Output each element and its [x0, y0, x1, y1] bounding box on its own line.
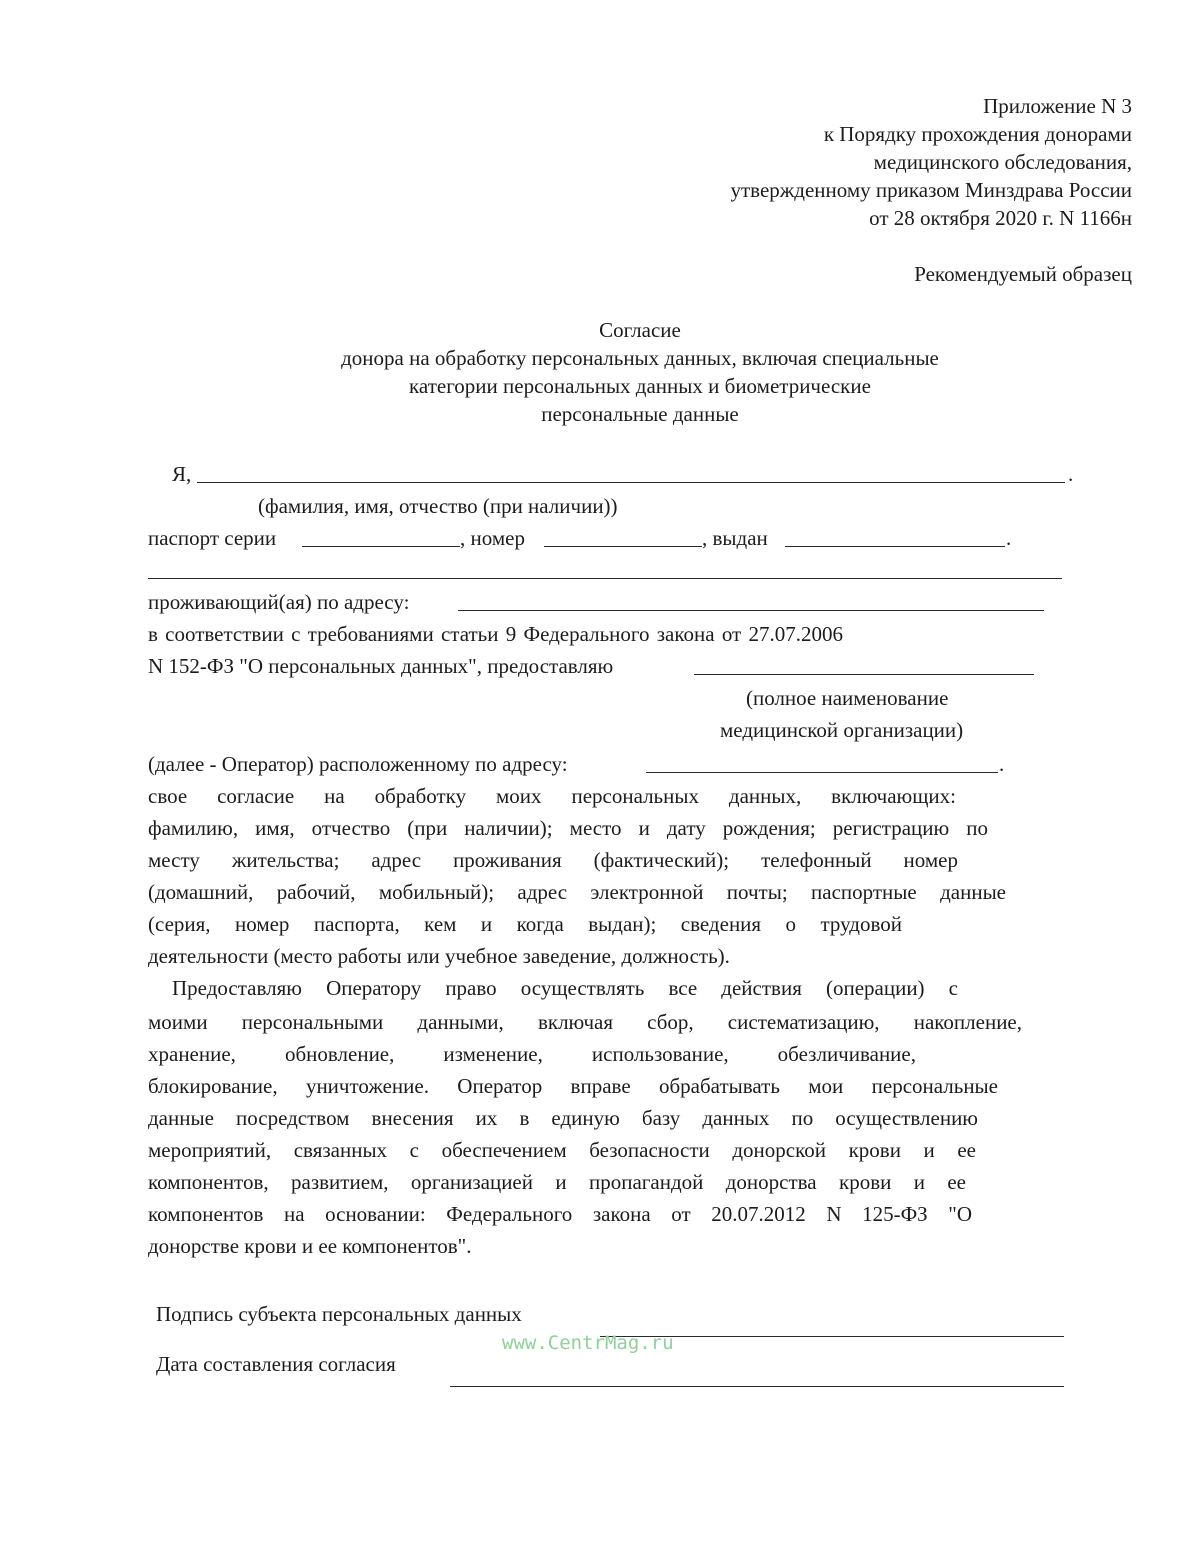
watermark: www.CentrMag.ru [502, 1332, 674, 1354]
law-reference: N 152-ФЗ "О персональных данных", предоставляю [148, 654, 614, 678]
passport-series-label: паспорт серии [148, 526, 277, 550]
body-line: данные посредством внесения их в единую базу данных по осуществлению [148, 1106, 978, 1130]
operator-address-field[interactable] [646, 772, 998, 773]
document-subtitle: категории персональных данных и биометрические [409, 374, 871, 398]
body-line: блокирование, уничтожение. Оператор вправе обрабатывать мои персональные [148, 1074, 998, 1098]
residing-label: проживающий(ая) по адресу: [148, 590, 410, 614]
organization-hint: (полное наименование [746, 686, 949, 710]
appendix-date: от 28 октября 2020 г. N 1166н [869, 206, 1132, 230]
residence-address-field[interactable] [458, 610, 1044, 611]
body-line: деятельности (место работы или учебное заведение, должность). [148, 944, 730, 968]
body-line: мероприятий, связанных с обеспечением безопасности донорской крови и ее [148, 1138, 976, 1162]
body-line: донорстве крови и ее компонентов". [148, 1234, 472, 1258]
fio-hint: (фамилия, имя, отчество (при наличии)) [258, 494, 618, 518]
body-line: Предоставляю Оператору право осуществлять все действия (операции) с [172, 976, 958, 1000]
body-line: моими персональными данными, включая сбор, систематизацию, накопление, [148, 1010, 1022, 1034]
date-field[interactable] [450, 1386, 1064, 1387]
passport-number-label: , номер [460, 526, 525, 550]
appendix-number: Приложение N 3 [983, 94, 1132, 118]
fio-field[interactable] [197, 482, 1065, 483]
passport-issued-field[interactable] [785, 546, 1005, 547]
body-line: компонентов на основании: Федерального закона от 20.07.2012 N 125-ФЗ "О [148, 1202, 972, 1226]
passport-issued-field-continued[interactable] [148, 578, 1062, 579]
appendix-line: к Порядку прохождения донорами [823, 122, 1132, 146]
body-line: свое согласие на обработку моих персональных данных, включающих: [148, 784, 956, 808]
body-line: компонентов, развитием, организацией и пропагандой донорства крови и ее [148, 1170, 966, 1194]
punctuation: . [1068, 462, 1074, 486]
body-line: (домашний, рабочий, мобильный); адрес электронной почты; паспортные данные [148, 880, 1006, 904]
passport-issued-label: , выдан [702, 526, 768, 550]
document-subtitle: донора на обработку персональных данных, включая специальные [341, 346, 939, 370]
signature-label: Подпись субъекта персональных данных [156, 1302, 522, 1326]
appendix-line: медицинского обследования, [873, 150, 1132, 174]
organization-hint: медицинской организации) [720, 718, 964, 742]
document-subtitle: персональные данные [541, 402, 739, 426]
punctuation: . [999, 752, 1005, 776]
body-line: месту жительства; адрес проживания (фактический); телефонный номер [148, 848, 958, 872]
passport-series-field[interactable] [302, 546, 460, 547]
punctuation: . [1006, 526, 1012, 550]
law-reference: в соответствии с требованиями статьи 9 Федерального закона от 27.07.2006 [148, 622, 843, 646]
document-title: Согласие [599, 318, 681, 342]
i-label: Я, [172, 462, 192, 486]
appendix-line: утвержденному приказом Минздрава России [730, 178, 1132, 202]
date-label: Дата составления согласия [156, 1352, 396, 1376]
body-line: (серия, номер паспорта, кем и когда выдан); сведения о трудовой [148, 912, 902, 936]
body-line: фамилию, имя, отчество (при наличии); место и дату рождения; регистрацию по [148, 816, 988, 840]
passport-number-field[interactable] [544, 546, 702, 547]
recommended-sample: Рекомендуемый образец [914, 262, 1132, 286]
body-line: хранение, обновление, изменение, использование, обезличивание, [148, 1042, 916, 1066]
organization-name-field[interactable] [694, 674, 1034, 675]
operator-label: (далее - Оператор) расположенному по адресу: [148, 752, 568, 776]
